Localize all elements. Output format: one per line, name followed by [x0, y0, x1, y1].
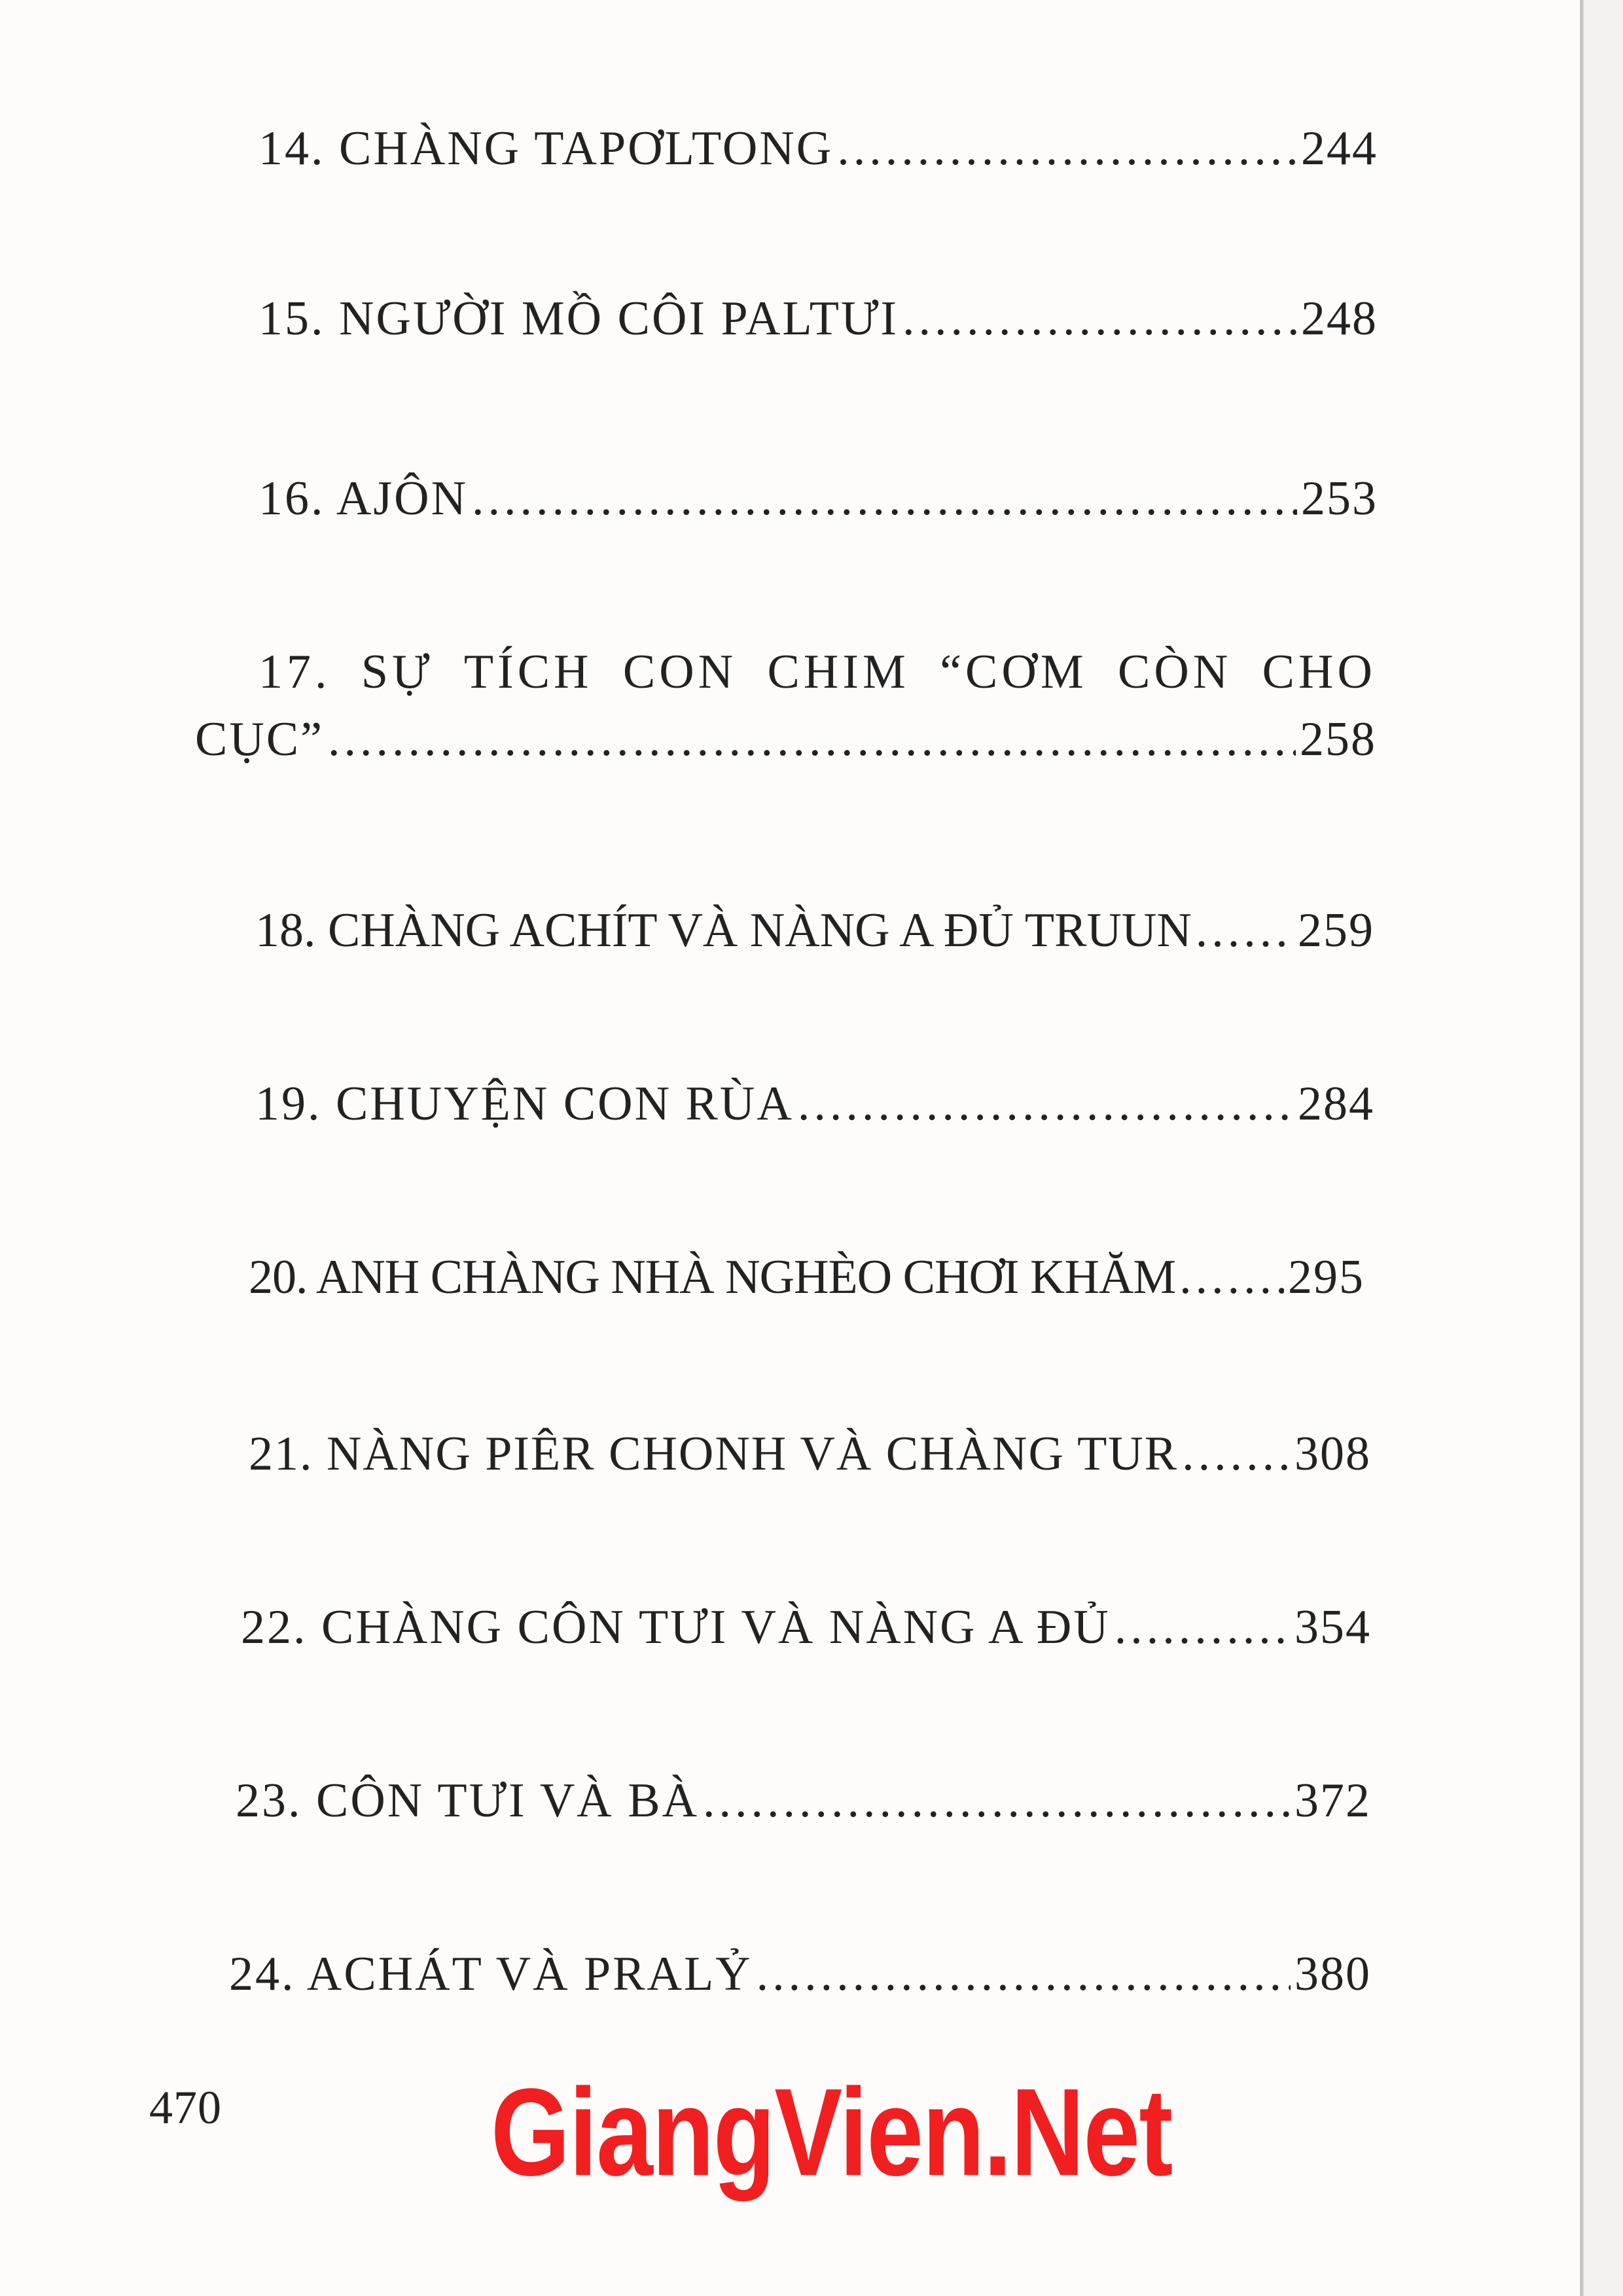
toc-entry	[241, 1600, 1371, 1655]
toc-entry-title-word: CÒN	[1118, 645, 1232, 699]
toc-entry-page: 354	[1294, 1600, 1371, 1654]
toc-entry-title: 15. NGƯỜI MỒ CÔI PALTƯI	[259, 292, 899, 345]
toc-entry	[255, 1076, 1374, 1132]
toc-entry-title-line1	[195, 645, 1376, 700]
toc-entry-title-word: TÍCH	[463, 645, 593, 699]
dot-leader	[1179, 1250, 1284, 1305]
toc-entry-page: 244	[1301, 122, 1378, 175]
toc-entry-page: 253	[1301, 472, 1378, 525]
toc-entry-title: 20. ANH CHÀNG NHÀ NGHÈO CHƠI KHĂM	[249, 1250, 1176, 1304]
toc-entry-page: 308	[1294, 1427, 1371, 1481]
dot-leader	[837, 121, 1297, 177]
toc-entry	[259, 291, 1378, 347]
toc-entry-title: 21. NÀNG PIÊR CHONH VÀ CHÀNG TUR	[249, 1427, 1179, 1481]
toc-entry-title-word: CON	[622, 645, 738, 699]
toc-entry-title: CỤC”	[195, 713, 324, 766]
toc-entry-title: 19. CHUYỆN CON RÙA	[255, 1077, 794, 1131]
dot-leader	[798, 1076, 1294, 1132]
toc-entry-title-word: 17.	[259, 645, 331, 699]
toc-entry	[259, 121, 1378, 177]
dot-leader	[1182, 1426, 1291, 1482]
toc-entry	[259, 471, 1378, 527]
toc-entry-title: 18. CHÀNG ACHÍT VÀ NÀNG A ĐỦ TRUUN	[255, 904, 1192, 957]
toc-entry-title: 14. CHÀNG TAPƠLTONG	[259, 122, 834, 175]
dot-leader	[472, 471, 1297, 527]
toc-entry	[195, 645, 1376, 768]
toc-entry	[249, 1426, 1371, 1482]
toc-entry-page: 380	[1294, 1947, 1371, 2001]
toc-entry	[229, 1947, 1371, 2002]
toc-entry-title-word: CHIM	[767, 645, 910, 699]
toc-entry-title-word: SỰ	[361, 645, 434, 699]
dot-leader	[902, 291, 1297, 347]
dot-leader	[703, 1773, 1291, 1829]
dot-leader	[757, 1947, 1291, 2002]
toc-entry-page: 258	[1300, 713, 1376, 766]
toc-entry	[236, 1773, 1371, 1829]
toc-entry-title: 23. CÔN TƯI VÀ BÀ	[236, 1774, 700, 1828]
toc-entry-page: 372	[1294, 1774, 1371, 1828]
dot-leader	[1196, 903, 1294, 959]
toc-entry-page: 295	[1288, 1250, 1364, 1304]
page-number: 470	[149, 2081, 222, 2134]
toc-entry-page: 248	[1301, 292, 1378, 345]
toc-entry-title-line2	[195, 712, 1376, 768]
toc-entry-title-word: CHO	[1262, 645, 1376, 699]
toc-entry	[249, 1250, 1364, 1305]
watermark-logo: GiangVien.Net	[491, 2063, 1172, 2202]
toc-entry-title: 22. CHÀNG CÔN TƯI VÀ NÀNG A ĐỦ	[241, 1600, 1111, 1654]
toc-entry-title-word: “CƠM	[940, 645, 1088, 699]
dot-leader	[1115, 1600, 1291, 1655]
dot-leader	[328, 712, 1296, 768]
toc-entry-page: 259	[1298, 904, 1374, 957]
toc-entry-title: 24. ACHÁT VÀ PRALỶ	[229, 1947, 753, 2001]
toc-entry-page: 284	[1298, 1077, 1374, 1131]
toc-entry	[255, 903, 1374, 959]
toc-entry-title: 16. AJÔN	[259, 472, 469, 525]
